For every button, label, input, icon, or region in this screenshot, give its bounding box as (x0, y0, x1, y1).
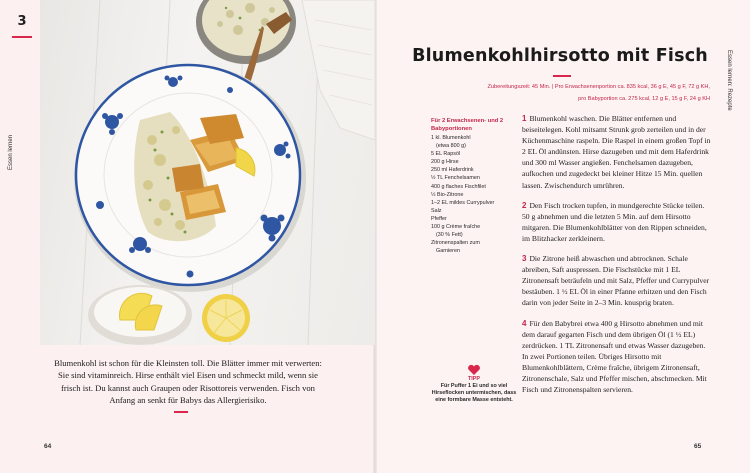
food-photo-illustration (40, 0, 375, 345)
recipe-step (522, 200, 712, 244)
ingredient-item: 1 kl. Blumenkohl (431, 135, 471, 141)
step-text: Den Fisch trocken tupfen, in mundgerechte Stücke teilen. 50 g abnehmen und die letzten 5 Min. auf dem Hirsotto mitgaren. Die Blumenkohlblätter von den Rippen schneiden, im Blitzhacker zerkleinern. (522, 200, 707, 243)
recipe-steps (522, 113, 712, 404)
recipe-meta-line-2: pro Babyportion ca. 275 kcal, 12 g E, 15 g F, 24 g KH (578, 96, 710, 102)
page-number-right: 65 (694, 443, 702, 450)
ingredient-item: 1–2 EL mildes Currypulver (431, 199, 495, 206)
title-rule (553, 75, 571, 77)
ingredient-item: Pfeffer (431, 215, 447, 222)
recipe-step (522, 253, 712, 308)
ingredient-item: Zitronenspalten zum (431, 240, 480, 247)
tipp-text: Für Puffer 1 Ei und so viel Hirseflocken untermischen, dass eine formbare Masse entsteht. (431, 383, 517, 404)
recipe-meta-line-1: Zubereitungszeit: 45 Min. | Pro Erwachsenenportion ca. 835 kcal, 36 g E, 45 g F, 72 g KH, (487, 84, 710, 90)
ingredient-item: (30 % Fett) (436, 232, 463, 239)
ingredients-list (431, 134, 511, 255)
step-number: 3 (522, 254, 527, 264)
tipp-label: TIPP (468, 376, 480, 382)
ingredient-item: 5 EL Rapsöl (431, 151, 461, 158)
chapter-rule (12, 36, 32, 38)
ingredient-item: 200 g Hirse (431, 159, 459, 166)
ingredient-item: Garnieren (436, 248, 460, 255)
ingredient-item: ½ Bio-Zitrone (431, 191, 464, 198)
ingredient-item: 400 g flaches Fischfilet (431, 183, 486, 190)
step-number: 1 (522, 114, 527, 123)
recipe-step (522, 113, 712, 191)
step-number: 2 (522, 200, 527, 210)
food-photo (40, 0, 375, 345)
ingredient-item: 100 g Crème fraîche (431, 224, 481, 231)
side-label-left: Essen lernen (8, 134, 14, 170)
recipe-step (522, 318, 712, 396)
ingredient-item: 250 ml Haferdrink (431, 167, 474, 174)
chapter-number: 3 (17, 14, 27, 29)
recipe-title: Blumenkohlhirsotto mit Fisch (412, 46, 708, 66)
step-text: Die Zitrone heiß abwaschen und abtrocknen. Schale abreiben, Saft auspressen. Die Fischstücke mit 1 EL Zitronensaft beträufeln und mit Salz, Pfeffer und Currypulver bestäuben. 1 ½ EL Öl in einer Pfanne erhitzen und den Fisch darin von jeder Seite in 2–3 Min. knusprig braten. (522, 254, 710, 308)
step-text: Blumenkohl waschen. Die Blätter entfernen und beiseitelegen. Kohl mitsamt Strunk grob zerteilen und in der Küchenmaschine raspeln. Die Raspel in einem großen Topf in 2 EL Öl andünsten. Hirse dazugeben und mit dem Haferdrink und 300 ml Wasser angießen. Fenchelsamen dazugeben, aufkochen und zugedeckt bei kleiner Hitze 15 Min. quellen lassen. Zwischendurch umrühren. (522, 114, 711, 190)
ingredient-item: ½ TL Fenchelsamen (431, 175, 480, 182)
intro-rule (174, 411, 188, 413)
step-number: 4 (522, 318, 527, 328)
intro-text: Blumenkohl ist schon für die Kleinsten toll. Die Blätter immer mit verwerten: Sie sind vitaminreich. Hirse enthält viel Eisen und schmeckt mild, wenn sie frisch ist. Du kannst auch Graupen oder Risottoreis verwenden. Fisch von Anfang an senkt für Babys das Allergierisiko. (54, 358, 322, 406)
ingredients-heading: Für 2 Erwachsenen- und 2 Babyportionen (431, 118, 504, 132)
ingredient-item: (etwa 800 g) (436, 143, 466, 150)
side-label-right: Essen lernen: Rezepte (726, 50, 732, 111)
page-number-left: 64 (44, 443, 52, 450)
heart-icon (467, 364, 481, 376)
step-text: Für den Babybrei etwa 400 g Hirsotto abnehmen und mit dem darauf gegarten Fisch und dem übrigen Öl (1 ½ EL) zerdrücken. 1 TL Zitronensaft und etwas Wasser dazugeben. In zwei Portionen teilen. Übriges Hirsotto mit Blumenkohlblättern, Crème fraîche, übrigem Zitronensaft, Zitronenschale, Salz und Pfeffer mischen, abschmecken. Mit Fisch und Zitronenspalten servieren. (522, 318, 707, 395)
ingredient-item: Salz (431, 207, 442, 214)
